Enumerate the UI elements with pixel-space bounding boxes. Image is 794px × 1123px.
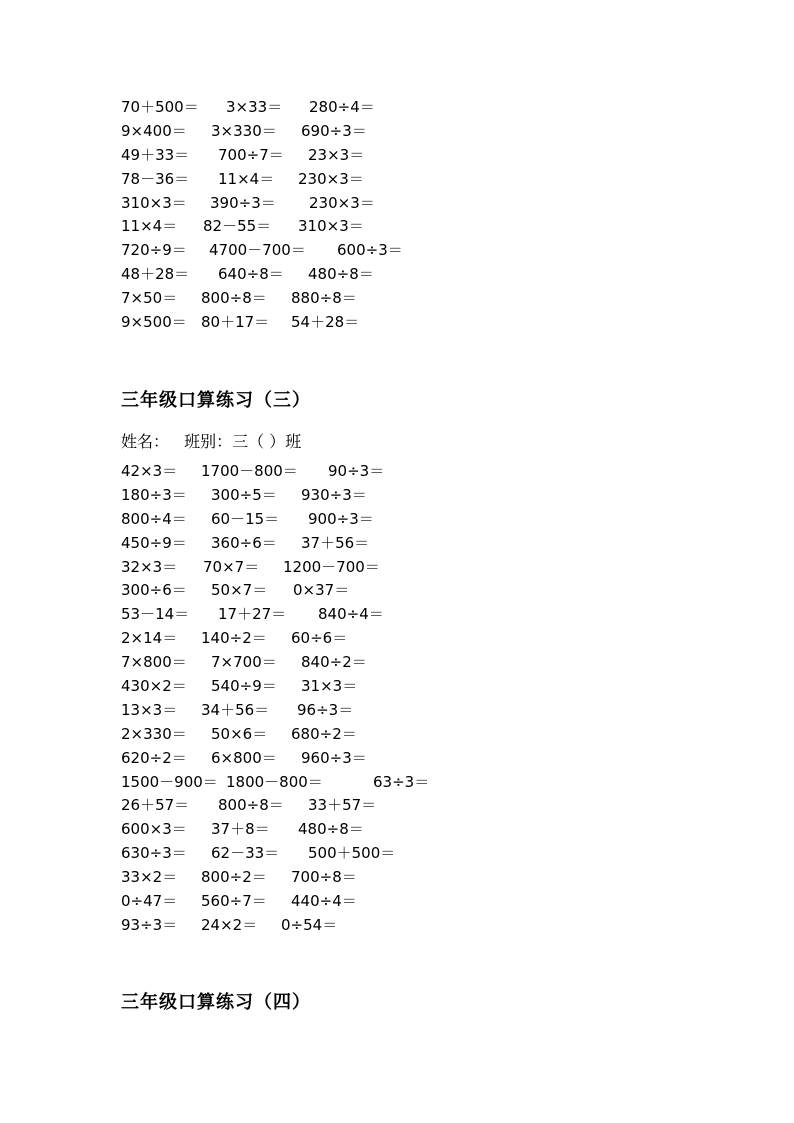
section-title-3: 三年级口算练习（三） [121,390,311,411]
problem-item: 700÷7＝ [218,145,284,164]
problem-item: 13×3＝ [121,700,178,719]
problem-item: 600÷3＝ [337,241,403,260]
problem-item: 720÷9＝ [121,241,187,260]
problem-item: 11×4＝ [218,169,275,188]
problem-block-3 [121,460,741,938]
problem-item: 960÷3＝ [301,748,367,767]
problem-item: 23×3＝ [308,145,365,164]
problem-row [121,215,741,239]
problem-row [121,651,741,675]
problem-item: 450÷9＝ [121,533,187,552]
problem-item: 60－15＝ [211,509,280,528]
problem-item: 0×37＝ [293,581,350,600]
problem-item: 230×3＝ [298,169,364,188]
problem-item: 310×3＝ [121,193,187,212]
problem-item: 800÷8＝ [201,289,267,308]
problem-item: 93÷3＝ [121,915,178,934]
problem-item: 300÷5＝ [211,485,277,504]
problem-item: 680÷2＝ [291,724,357,743]
problem-item: 230×3＝ [309,193,375,212]
problem-item: 54＋28＝ [291,313,360,332]
problem-item: 440÷4＝ [291,892,357,911]
problem-item: 80＋17＝ [201,313,270,332]
problem-item: 62－33＝ [211,844,280,863]
problem-item: 700÷8＝ [291,868,357,887]
problem-item: 3×330＝ [211,121,277,140]
problem-row [121,532,741,556]
problem-item: 53－14＝ [121,605,190,624]
problem-item: 930÷3＝ [301,485,367,504]
problem-item: 60÷6＝ [291,629,348,648]
problem-item: 840÷2＝ [301,653,367,672]
problem-item: 50×7＝ [211,581,268,600]
problem-item: 4700－700＝ [209,241,306,260]
problem-item: 7×800＝ [121,653,187,672]
problem-item: 180÷3＝ [121,485,187,504]
problem-item: 9×400＝ [121,121,187,140]
problem-row [121,842,741,866]
problem-item: 2×14＝ [121,629,178,648]
problem-item: 82－55＝ [203,217,272,236]
problem-item: 1500－900＝ [121,772,218,791]
class-label: 班别：三（ ）班 [184,432,302,451]
problem-row [121,311,741,335]
name-label: 姓名： [121,432,170,451]
problem-item: 800÷8＝ [218,796,284,815]
problem-item: 500＋500＝ [308,844,396,863]
problem-row [121,556,741,580]
problem-row [121,484,741,508]
problem-item: 50×6＝ [211,724,268,743]
problem-item: 90÷3＝ [328,462,385,480]
problem-item: 1700－800＝ [201,462,298,480]
problem-item: 11×4＝ [121,217,178,236]
problem-item: 690÷3＝ [301,121,367,140]
problem-row [121,914,741,938]
problem-item: 390÷3＝ [210,193,276,212]
problem-item: 42×3＝ [121,462,178,480]
problem-row [121,168,741,192]
problem-item: 32×3＝ [121,557,178,576]
problem-item: 17＋27＝ [218,605,287,624]
problem-row [121,890,741,914]
problem-row [121,771,741,795]
problem-row [121,866,741,890]
problem-row [121,675,741,699]
problem-item: 800÷2＝ [201,868,267,887]
problem-item: 6×800＝ [211,748,277,767]
problem-row [121,144,741,168]
problem-item: 70×7＝ [203,557,260,576]
problem-item: 280÷4＝ [309,98,375,116]
problem-item: 48＋28＝ [121,265,190,284]
problem-item: 560÷7＝ [201,892,267,911]
problem-row [121,723,741,747]
problem-item: 620÷2＝ [121,748,187,767]
problem-item: 49＋33＝ [121,145,190,164]
problem-row [121,263,741,287]
problem-item: 78－36＝ [121,169,190,188]
problem-item: 33×2＝ [121,868,178,887]
problem-item: 540÷9＝ [211,677,277,696]
problem-row [121,120,741,144]
problem-row [121,603,741,627]
problem-item: 33＋57＝ [308,796,377,815]
problem-item: 37＋56＝ [301,533,370,552]
problem-row [121,818,741,842]
problem-row [121,192,741,216]
problem-item: 34＋56＝ [201,700,270,719]
problem-item: 310×3＝ [298,217,364,236]
problem-item: 26＋57＝ [121,796,190,815]
problem-item: 140÷2＝ [201,629,267,648]
problem-row [121,627,741,651]
problem-row [121,287,741,311]
problem-item: 300÷6＝ [121,581,187,600]
problem-item: 31×3＝ [301,677,358,696]
problem-row [121,508,741,532]
problem-item: 800÷4＝ [121,509,187,528]
section-title-4: 三年级口算练习（四） [121,992,311,1013]
problem-row [121,699,741,723]
problem-row [121,460,741,484]
problem-item: 630÷3＝ [121,844,187,863]
problem-item: 63÷3＝ [373,772,430,791]
problem-item: 1800－800＝ [226,772,323,791]
problem-item: 840÷4＝ [318,605,384,624]
problem-item: 900÷3＝ [308,509,374,528]
problem-item: 0÷47＝ [121,892,178,911]
problem-item: 0÷54＝ [281,915,338,934]
problem-item: 96÷3＝ [297,700,354,719]
problem-item: 600×3＝ [121,820,187,839]
problem-item: 37＋8＝ [211,820,270,839]
problem-item: 1200－700＝ [283,557,380,576]
problem-item: 360÷6＝ [211,533,277,552]
problem-item: 430×2＝ [121,677,187,696]
name-class-line [121,429,311,452]
problem-item: 480÷8＝ [298,820,364,839]
problem-item: 3×33＝ [226,98,283,116]
problem-row [121,579,741,603]
problem-item: 640÷8＝ [218,265,284,284]
problem-item: 880÷8＝ [291,289,357,308]
problem-item: 480÷8＝ [308,265,374,284]
problem-row [121,239,741,263]
problem-item: 7×50＝ [121,289,178,308]
problem-item: 24×2＝ [201,915,258,934]
problem-item: 2×330＝ [121,724,187,743]
problem-block-1 [121,96,741,335]
problem-row [121,794,741,818]
problem-row [121,96,741,120]
problem-row [121,747,741,771]
problem-item: 70＋500＝ [121,98,199,116]
problem-item: 9×500＝ [121,313,187,332]
problem-item: 7×700＝ [211,653,277,672]
